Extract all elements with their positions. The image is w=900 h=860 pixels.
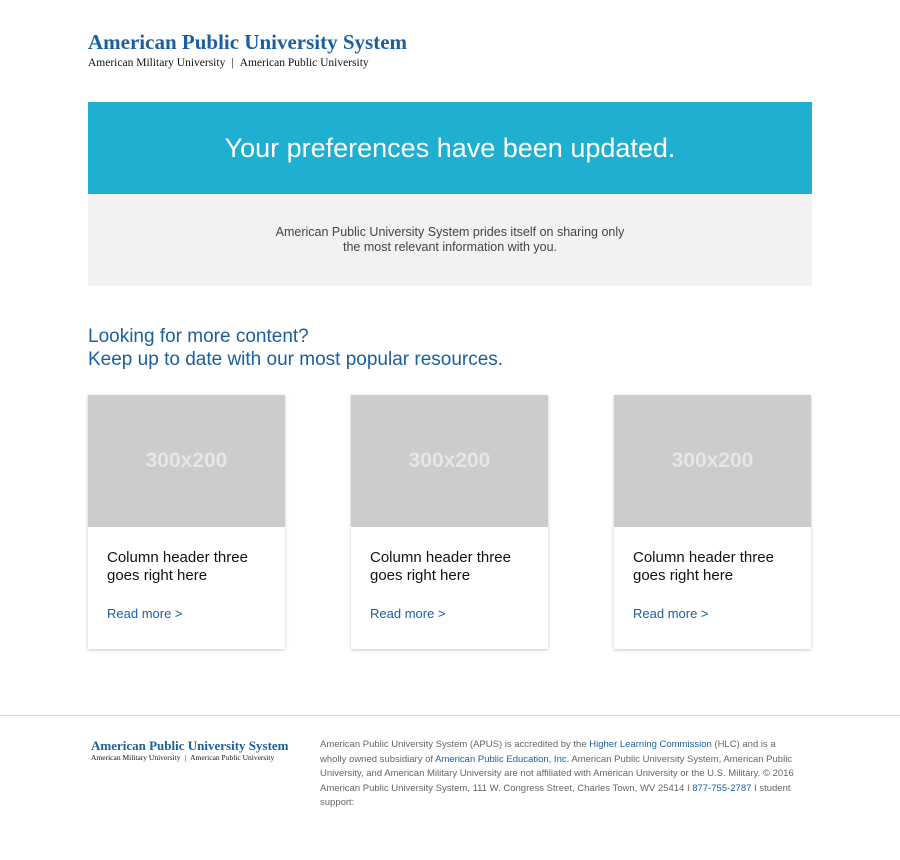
footer-logo-sub-separator: | — [184, 753, 187, 762]
card-title: Column header three goes right here — [370, 549, 511, 584]
footer-legal-text — [320, 738, 800, 811]
footer-text-part: (HLC) and is a wholly owned subsidiary of — [320, 739, 776, 765]
promo-heading — [88, 325, 503, 371]
card-image-label: 300x200 — [145, 449, 228, 472]
intro-text: American Public University System prides itself on sharing only the most relevant information with you. — [275, 225, 625, 254]
intro-panel — [88, 194, 812, 286]
card-title: Column header three goes right here — [633, 549, 774, 584]
promo-line-1: Looking for more content? — [88, 326, 309, 347]
promo-line-2: Keep up to date with our most popular resources. — [88, 349, 504, 370]
footer-logo-name: American Public University System — [91, 738, 289, 753]
header-logo[interactable] — [88, 30, 407, 70]
logo-name: American Public University System — [88, 30, 408, 54]
read-more-link[interactable]: Read more > — [107, 606, 183, 621]
hlc-link[interactable]: Higher Learning Commission — [589, 739, 712, 750]
logo-subtitle — [88, 56, 407, 70]
card-title: Column header three goes right here — [107, 549, 248, 584]
footer-logo-sub-apu: American Public University — [190, 753, 275, 762]
footer-logo-subtitle — [91, 753, 289, 762]
banner-title: Your preferences have been updated. — [224, 132, 676, 163]
card-image-placeholder[interactable] — [351, 395, 548, 527]
footer-divider — [0, 715, 900, 716]
confirmation-banner — [88, 102, 812, 194]
footer-text-part: I student support: — [320, 782, 791, 808]
footer-text-part: American Public University System, American Public University, and American Military University are not affiliated with American University or the U.S. Military. © 2016 American Public University System, 111 W. Congress Street, Charles Town, WV 25414 I — [320, 753, 794, 794]
footer-text-part: American Public University System (APUS) is accredited by the — [320, 739, 590, 750]
resource-card — [351, 395, 548, 649]
logo-sub-amu: American Military University — [88, 57, 226, 69]
resource-card — [614, 395, 811, 649]
resource-card — [88, 395, 285, 649]
logo-sub-separator: | — [231, 57, 234, 69]
card-image-placeholder[interactable] — [614, 395, 811, 527]
footer-logo[interactable] — [91, 738, 289, 762]
logo-sub-apu: American Public University — [239, 57, 369, 69]
phone-link[interactable]: 877-755-2787 — [692, 782, 752, 794]
card-image-label: 300x200 — [408, 449, 491, 472]
footer-logo-sub-amu: American Military University — [91, 753, 181, 762]
read-more-link[interactable]: Read more > — [633, 606, 709, 621]
card-image-placeholder[interactable] — [88, 395, 285, 527]
card-image-label: 300x200 — [671, 449, 754, 472]
ape-link[interactable]: American Public Education, Inc. — [435, 753, 570, 765]
read-more-link[interactable]: Read more > — [370, 606, 446, 621]
